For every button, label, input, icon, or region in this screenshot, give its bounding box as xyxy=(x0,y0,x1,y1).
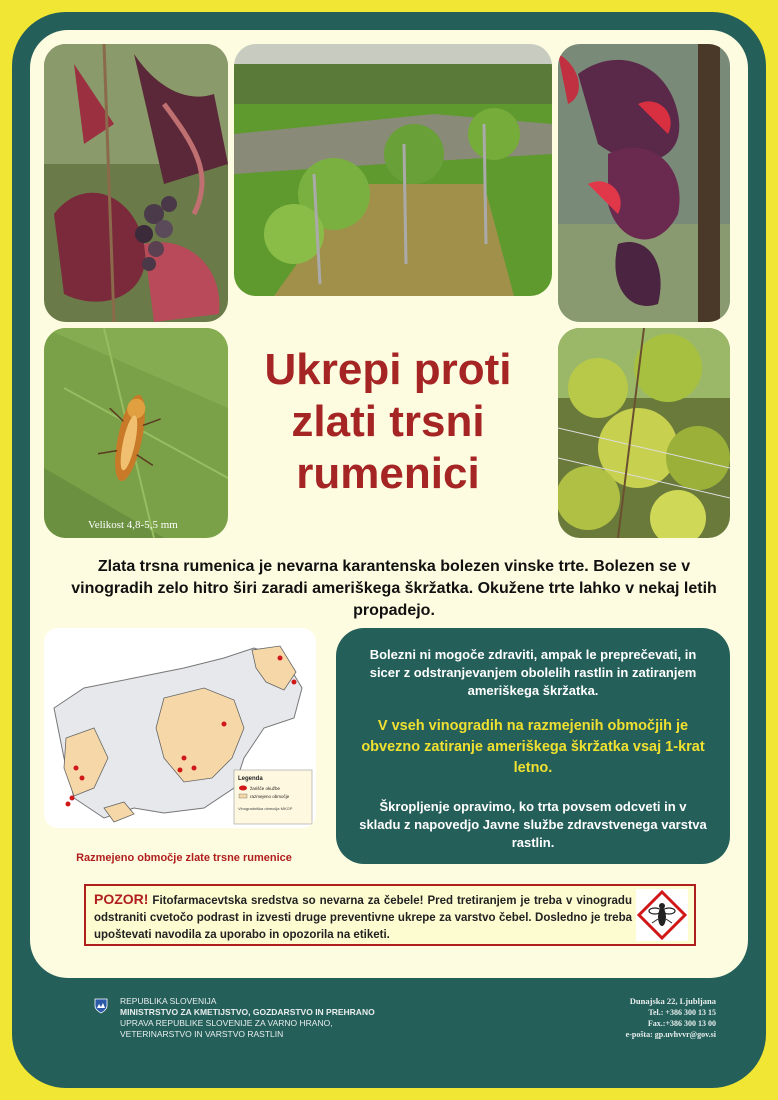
info-box xyxy=(336,628,730,864)
contact-email: e-pošta: gp.uvhvvr@gov.si xyxy=(625,1030,716,1039)
map-legend-item-2: razmejeno območje xyxy=(250,794,290,799)
contact-fax: Fax.:+386 300 13 00 xyxy=(647,1019,716,1028)
title-line-2: zlati trsni xyxy=(291,397,485,446)
photo-vineyard-rows xyxy=(234,44,552,296)
footer-line-3: UPRAVA REPUBLIKE SLOVENIJE ZA VARNO HRANO, xyxy=(120,1018,333,1028)
poster-title xyxy=(232,344,544,500)
photo-leafhopper xyxy=(44,328,228,538)
map-legend-title: Legenda xyxy=(238,776,263,782)
contact-tel: Tel.: +386 300 13 15 xyxy=(648,1008,716,1017)
footer-line-4: VETERINARSTVO IN VARSTVO RASTLIN xyxy=(120,1029,284,1039)
contact-block xyxy=(560,996,716,1040)
bee-hazard-icon xyxy=(636,889,688,941)
slovenia-map xyxy=(44,628,316,828)
footer-line-2: MINISTRSTVO ZA KMETIJSTVO, GOZDARSTVO IN PREHRANO xyxy=(120,1007,375,1017)
intro-paragraph: Zlata trsna rumenica je nevarna karantenska bolezen vinske trte. Bolezen se v vinogradih zelo hitro širi zaradi ameriškega škržatka. Okužene trte lahko v nekaj letih propadejo. xyxy=(71,558,717,619)
bee-warning-text xyxy=(94,891,632,944)
footer-line-1: REPUBLIKA SLOVENIJA xyxy=(120,996,217,1006)
warning-heading: POZOR! xyxy=(94,891,149,907)
ministry-block xyxy=(96,996,375,1040)
contact-address: Dunajska 22, Ljubljana xyxy=(629,996,716,1006)
insect-size-caption: Velikost 4,8-5,5 mm xyxy=(88,519,178,531)
info-paragraph-2: V vseh vinogradih na razmejenih območjih je obvezno zatiranje ameriškega škržatka vsaj 1-krat letno. xyxy=(361,718,705,776)
photo-yellowing-vine xyxy=(558,328,730,538)
photo-red-leaves xyxy=(558,44,730,322)
map-legend-item-1: žarišče okužbe xyxy=(250,786,281,791)
map-caption: Razmejeno območje zlate trsne rumenice xyxy=(76,852,292,864)
warning-body: Fitofarmacevtska sredstva so nevarna za čebele! Pred tretiranjem je treba v vinogradu odstraniti cvetočo podrast in izvesti druge preventivne ukrepe za varstvo čebel. Dosledno je treba upoštevati navodila za uporabo in opozorila na etiketi. xyxy=(94,895,632,941)
info-paragraph-1: Bolezni ni mogoče zdraviti, ampak le preprečevati, in sicer z odstranjevanjem obolelih rastlin in zatiranjem ameriškega škržatka. xyxy=(369,647,697,698)
title-line-1: Ukrepi proti xyxy=(264,345,512,394)
photo-diseased-grapes xyxy=(44,44,228,322)
map-legend-note: Vinogradniška območja MKGP xyxy=(238,806,293,811)
bee-warning-box xyxy=(84,884,696,946)
info-paragraph-3: Škropljenje opravimo, ko trta povsem odcveti in v skladu z napovedjo Javne službe zdravstvenega varstva rastlin. xyxy=(359,799,707,850)
title-line-3: rumenici xyxy=(296,449,480,498)
